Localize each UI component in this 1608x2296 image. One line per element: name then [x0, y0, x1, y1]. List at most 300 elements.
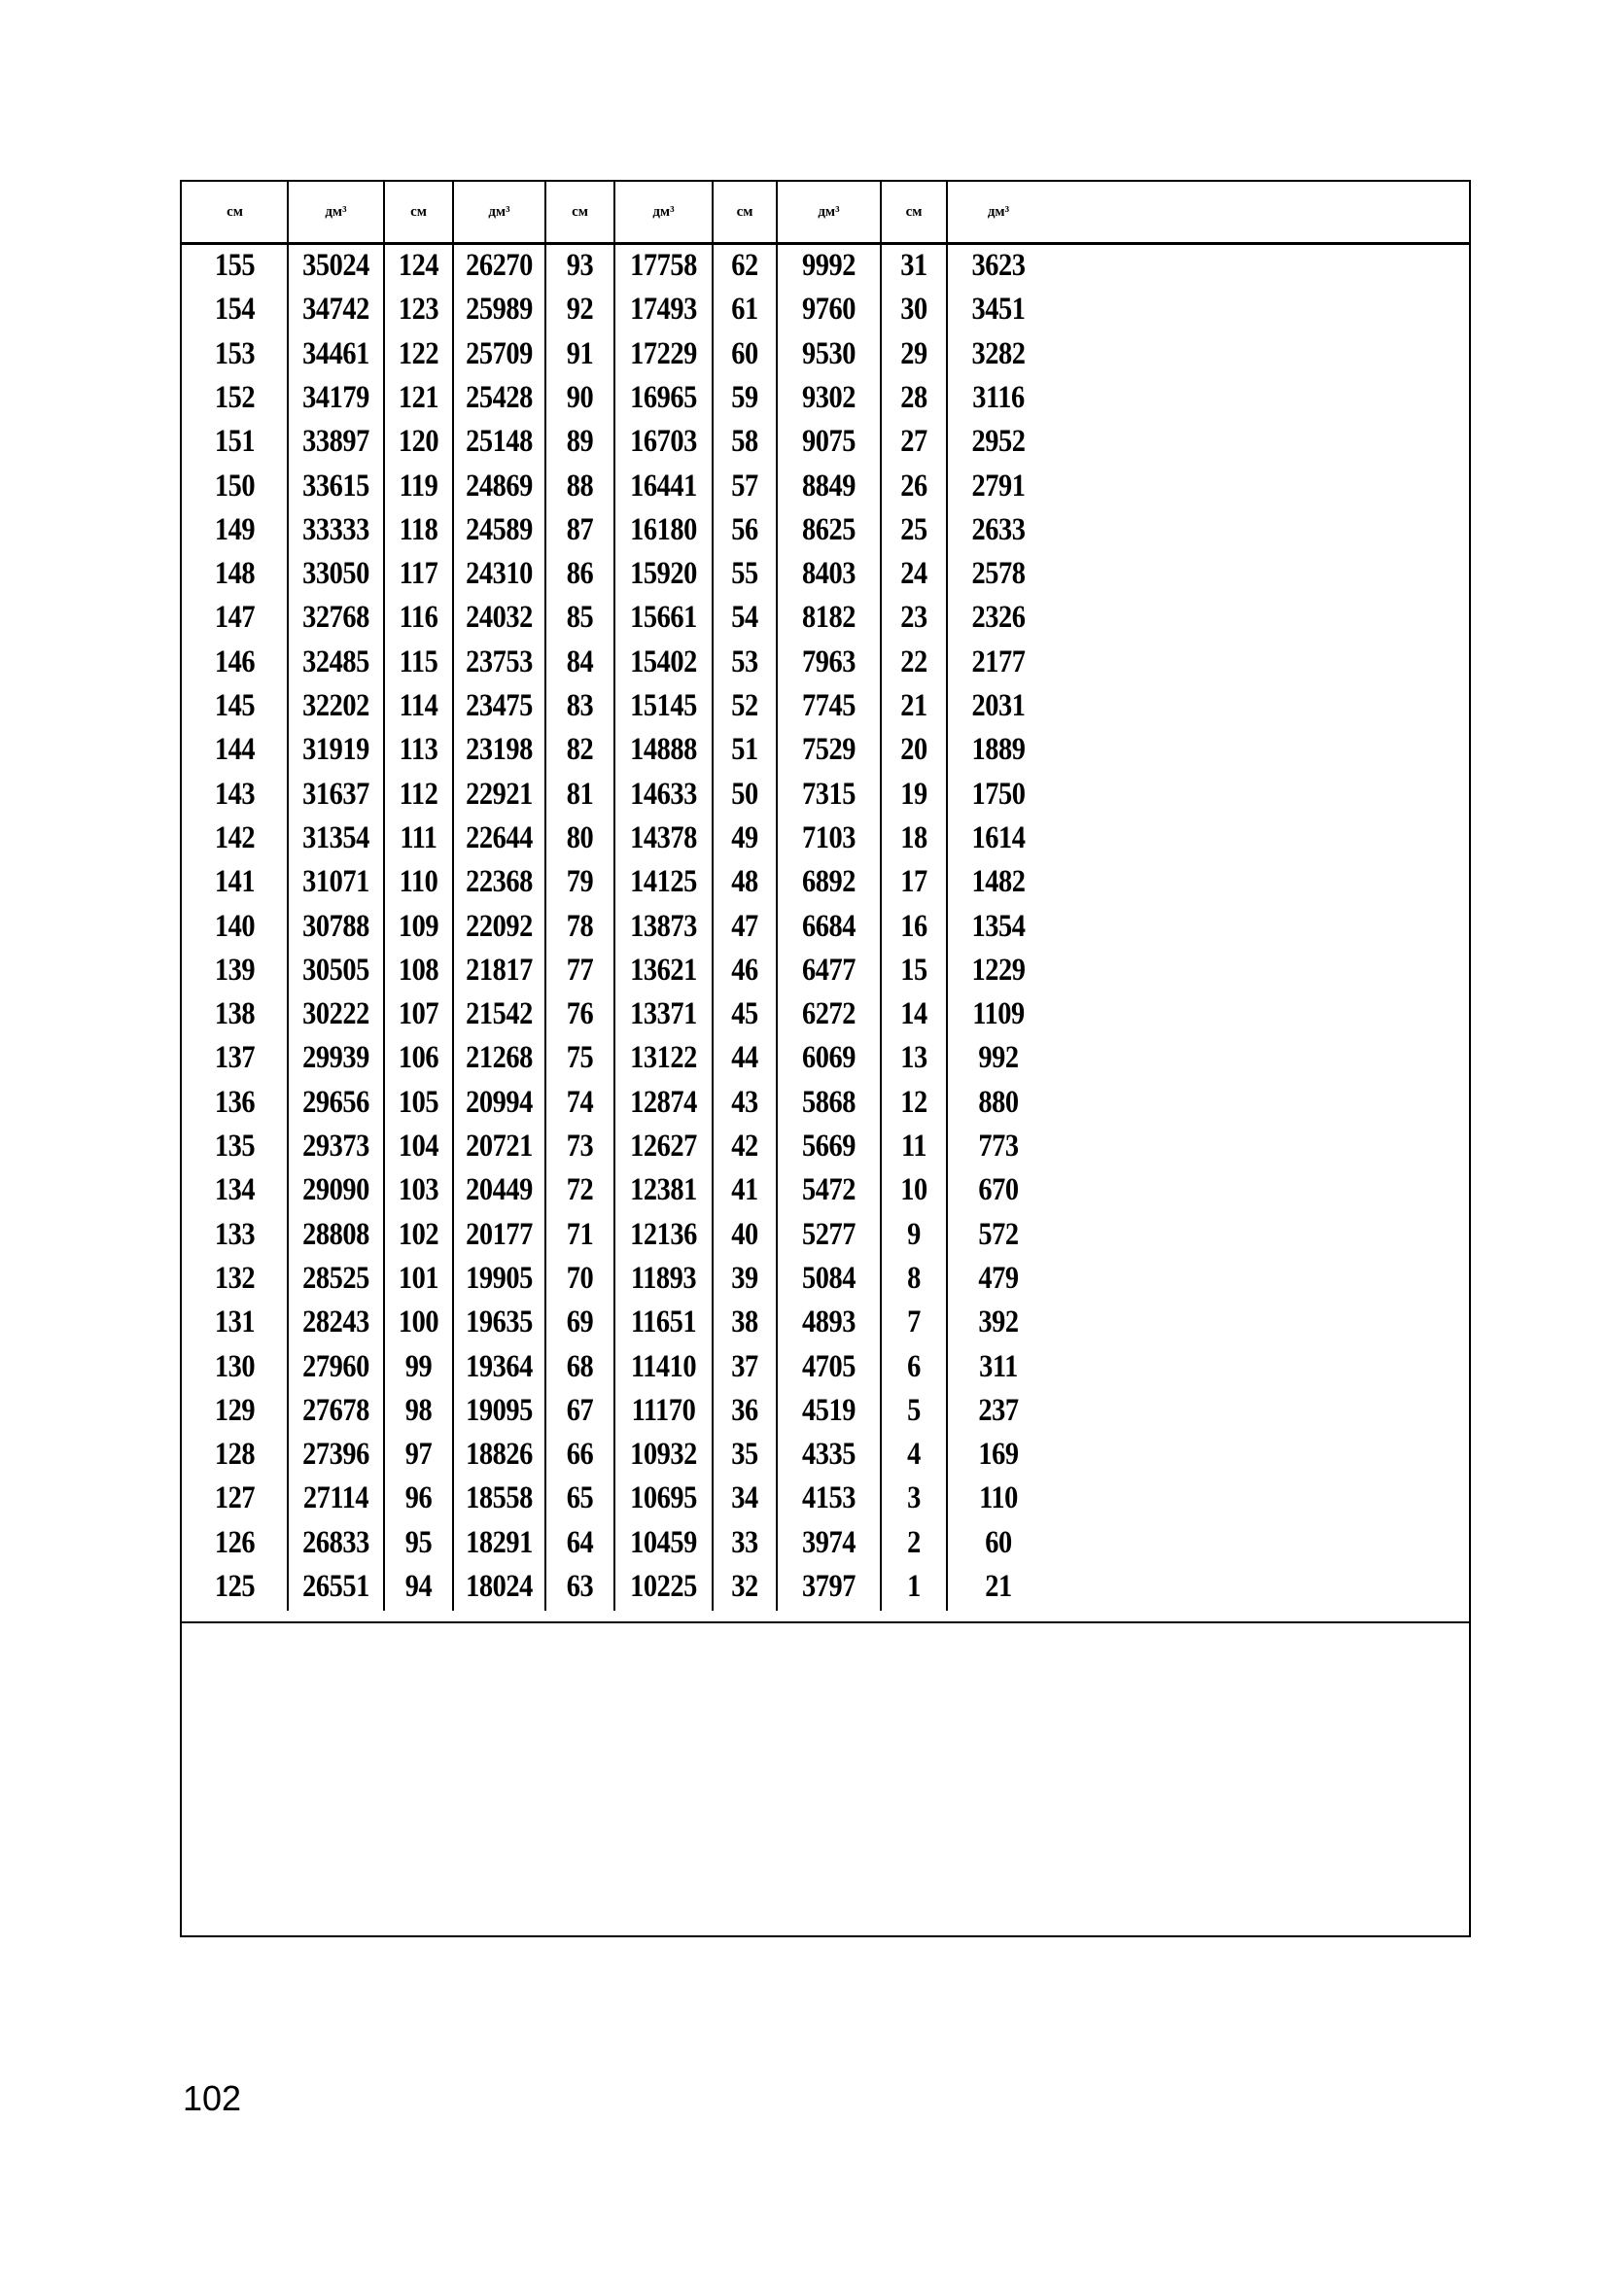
column-divider: [287, 182, 289, 1611]
table-cell-cm: 77: [566, 953, 594, 988]
table-cell-cm: 5: [907, 1393, 921, 1428]
table-cell-cm: 56: [731, 512, 758, 547]
table-cell-cm: 78: [566, 909, 594, 944]
table-cell-dm3: 11410: [630, 1349, 697, 1384]
table-cell-dm3: 6892: [801, 864, 856, 899]
table-cell-cm: 55: [731, 556, 758, 591]
column-divider: [383, 182, 385, 1611]
table-cell-dm3: 19095: [466, 1393, 533, 1428]
table-cell-dm3: 2177: [971, 644, 1026, 679]
table-cell-dm3: 17758: [630, 248, 697, 283]
table-cell-dm3: 28525: [302, 1261, 369, 1296]
table-cell-cm: 44: [731, 1040, 758, 1075]
column-header-cm: см: [572, 203, 588, 220]
table-cell-cm: 107: [398, 996, 439, 1031]
table-cell-cm: 122: [398, 336, 439, 371]
table-cell-cm: 155: [214, 248, 256, 283]
table-cell-cm: 132: [214, 1261, 256, 1296]
table-cell-dm3: 14378: [630, 820, 697, 855]
table-cell-dm3: 3974: [801, 1525, 856, 1560]
table-cell-cm: 147: [214, 600, 256, 635]
table-cell-dm3: 11651: [630, 1305, 697, 1339]
table-cell-dm3: 19635: [466, 1305, 533, 1339]
table-cell-cm: 97: [404, 1437, 433, 1472]
table-cell-dm3: 311: [979, 1349, 1018, 1384]
table-cell-cm: 37: [731, 1349, 758, 1384]
table-cell-dm3: 32202: [302, 688, 369, 723]
table-cell-cm: 113: [399, 732, 438, 767]
table-cell-cm: 19: [900, 777, 927, 812]
table-cell-dm3: 1354: [971, 909, 1026, 944]
column-divider: [776, 182, 778, 1611]
table-cell-cm: 89: [566, 424, 594, 459]
table-cell-cm: 6: [907, 1349, 921, 1384]
table-cell-dm3: 23475: [466, 688, 533, 723]
table-cell-cm: 31: [900, 248, 927, 283]
table-cell-dm3: 3797: [801, 1569, 856, 1604]
table-cell-cm: 34: [731, 1480, 758, 1515]
table-cell-cm: 15: [900, 953, 927, 988]
table-cell-cm: 2: [907, 1525, 921, 1560]
table-cell-dm3: 31071: [302, 864, 369, 899]
table-cell-dm3: 1109: [972, 996, 1025, 1031]
table-cell-dm3: 25709: [466, 336, 533, 371]
table-cell-dm3: 27678: [302, 1393, 369, 1428]
table-cell-dm3: 237: [978, 1393, 1019, 1428]
table-cell-dm3: 15145: [630, 688, 697, 723]
table-cell-cm: 80: [566, 820, 594, 855]
table-cell-dm3: 27960: [302, 1349, 369, 1384]
table-cell-dm3: 4893: [801, 1305, 856, 1339]
column-divider: [880, 182, 882, 1611]
table-cell-dm3: 60: [985, 1525, 1012, 1560]
table-cell-dm3: 34179: [302, 380, 369, 415]
table-cell-cm: 149: [214, 512, 256, 547]
column-divider: [613, 182, 615, 1611]
table-cell-cm: 71: [566, 1217, 594, 1252]
table-cell-cm: 98: [404, 1393, 433, 1428]
table-cell-dm3: 28808: [302, 1217, 369, 1252]
table-cell-dm3: 16703: [630, 424, 697, 459]
table-cell-dm3: 1482: [971, 864, 1026, 899]
table-cell-dm3: 23198: [466, 732, 533, 767]
table-cell-dm3: 15661: [630, 600, 697, 635]
table-cell-dm3: 6272: [801, 996, 856, 1031]
table-cell-dm3: 18291: [466, 1525, 533, 1560]
table-cell-dm3: 8849: [801, 469, 856, 504]
table-cell-cm: 75: [566, 1040, 594, 1075]
table-cell-dm3: 25428: [466, 380, 533, 415]
table-cell-cm: 33: [731, 1525, 758, 1560]
table-cell-dm3: 7745: [801, 688, 856, 723]
table-cell-cm: 41: [731, 1172, 758, 1207]
table-cell-dm3: 15402: [630, 644, 697, 679]
table-bottom-rule: [182, 1621, 1469, 1623]
table-cell-dm3: 24869: [466, 469, 533, 504]
table-cell-dm3: 10225: [630, 1569, 697, 1604]
table-cell-cm: 79: [566, 864, 594, 899]
table-cell-cm: 92: [566, 292, 594, 327]
table-cell-cm: 91: [566, 336, 594, 371]
table-cell-cm: 36: [731, 1393, 758, 1428]
table-cell-cm: 42: [731, 1129, 758, 1164]
table-cell-cm: 9: [907, 1217, 921, 1252]
table-cell-cm: 49: [731, 820, 758, 855]
table-cell-cm: 90: [566, 380, 594, 415]
table-cell-dm3: 16441: [630, 469, 697, 504]
table-cell-dm3: 34461: [302, 336, 369, 371]
table-cell-cm: 51: [731, 732, 758, 767]
table-cell-cm: 62: [731, 248, 758, 283]
table-cell-cm: 54: [731, 600, 758, 635]
table-cell-cm: 64: [566, 1525, 594, 1560]
table-cell-dm3: 15920: [630, 556, 697, 591]
table-cell-cm: 57: [731, 469, 758, 504]
table-cell-dm3: 14633: [630, 777, 697, 812]
table-cell-dm3: 20177: [466, 1217, 533, 1252]
table-cell-dm3: 24589: [466, 512, 533, 547]
table-cell-dm3: 7103: [801, 820, 856, 855]
table-cell-dm3: 20449: [466, 1172, 533, 1207]
table-cell-dm3: 18024: [466, 1569, 533, 1604]
table-cell-dm3: 26833: [302, 1525, 369, 1560]
column-header-dm3: дм³: [325, 203, 347, 220]
table-cell-cm: 118: [399, 512, 438, 547]
table-cell-dm3: 29939: [302, 1040, 369, 1075]
table-cell-dm3: 22921: [466, 777, 533, 812]
table-cell-dm3: 5669: [801, 1129, 856, 1164]
table-cell-cm: 39: [731, 1261, 758, 1296]
table-cell-dm3: 17493: [630, 292, 697, 327]
table-cell-cm: 94: [404, 1569, 433, 1604]
table-header: [182, 182, 1469, 245]
table-cell-dm3: 25989: [466, 292, 533, 327]
table-cell-dm3: 16965: [630, 380, 697, 415]
table-cell-dm3: 33050: [302, 556, 369, 591]
column-header-cm: см: [227, 203, 243, 220]
table-cell-cm: 146: [214, 644, 256, 679]
column-header-dm3: дм³: [818, 203, 840, 220]
table-cell-dm3: 21542: [466, 996, 533, 1031]
table-cell-cm: 50: [731, 777, 758, 812]
table-cell-cm: 95: [404, 1525, 433, 1560]
table-cell-cm: 16: [900, 909, 927, 944]
table-cell-cm: 130: [214, 1349, 256, 1384]
column-header-dm3: дм³: [488, 203, 510, 220]
table-cell-dm3: 9075: [801, 424, 856, 459]
table-cell-cm: 29: [900, 336, 927, 371]
table-cell-cm: 52: [731, 688, 758, 723]
table-cell-cm: 117: [399, 556, 438, 591]
table-cell-dm3: 29090: [302, 1172, 369, 1207]
table-cell-cm: 119: [399, 469, 438, 504]
table-cell-cm: 65: [566, 1480, 594, 1515]
table-cell-cm: 82: [566, 732, 594, 767]
table-cell-cm: 153: [214, 336, 256, 371]
table-cell-cm: 127: [214, 1480, 256, 1515]
table-cell-dm3: 30788: [302, 909, 369, 944]
table-cell-cm: 83: [566, 688, 594, 723]
table-cell-cm: 138: [214, 996, 256, 1031]
table-cell-dm3: 7315: [801, 777, 856, 812]
table-cell-cm: 3: [907, 1480, 921, 1515]
table-cell-dm3: 14888: [630, 732, 697, 767]
column-divider: [452, 182, 454, 1611]
table-cell-dm3: 1229: [971, 953, 1026, 988]
table-cell-dm3: 6069: [801, 1040, 856, 1075]
table-cell-cm: 70: [566, 1261, 594, 1296]
table-cell-dm3: 13371: [630, 996, 697, 1031]
table-cell-dm3: 3116: [972, 380, 1025, 415]
table-cell-dm3: 2031: [971, 688, 1026, 723]
table-cell-cm: 53: [731, 644, 758, 679]
table-cell-cm: 69: [566, 1305, 594, 1339]
table-cell-dm3: 3282: [971, 336, 1026, 371]
table-cell-dm3: 29656: [302, 1085, 369, 1120]
table-cell-dm3: 32485: [302, 644, 369, 679]
table-cell-dm3: 21: [985, 1569, 1012, 1604]
table-cell-dm3: 34742: [302, 292, 369, 327]
table-cell-dm3: 3451: [971, 292, 1026, 327]
table-cell-dm3: 169: [978, 1437, 1019, 1472]
table-cell-cm: 28: [900, 380, 927, 415]
table-cell-cm: 111: [400, 820, 437, 855]
table-cell-dm3: 26551: [302, 1569, 369, 1604]
column-divider: [712, 182, 714, 1611]
table-cell-dm3: 10459: [630, 1525, 697, 1560]
table-cell-dm3: 4705: [801, 1349, 856, 1384]
table-cell-dm3: 6477: [801, 953, 856, 988]
table-cell-cm: 59: [731, 380, 758, 415]
table-cell-dm3: 110: [979, 1480, 1018, 1515]
table-cell-dm3: 2791: [971, 469, 1026, 504]
table-cell-dm3: 12381: [630, 1172, 697, 1207]
table-cell-cm: 115: [399, 644, 438, 679]
table-cell-cm: 150: [214, 469, 256, 504]
table-cell-dm3: 26270: [466, 248, 533, 283]
table-cell-cm: 7: [907, 1305, 921, 1339]
table-cell-cm: 63: [566, 1569, 594, 1604]
table-cell-dm3: 479: [978, 1261, 1019, 1296]
table-cell-dm3: 13122: [630, 1040, 697, 1075]
table-cell-dm3: 32768: [302, 600, 369, 635]
table-cell-dm3: 5472: [801, 1172, 856, 1207]
table-cell-cm: 112: [399, 777, 438, 812]
table-cell-dm3: 572: [978, 1217, 1019, 1252]
table-cell-dm3: 17229: [630, 336, 697, 371]
table-cell-dm3: 4519: [801, 1393, 856, 1428]
table-cell-dm3: 10695: [630, 1480, 697, 1515]
table-cell-cm: 120: [398, 424, 439, 459]
table-cell-dm3: 12874: [630, 1085, 697, 1120]
table-cell-cm: 145: [214, 688, 256, 723]
table-cell-dm3: 9302: [801, 380, 856, 415]
table-cell-dm3: 3623: [971, 248, 1026, 283]
table-cell-dm3: 12136: [630, 1217, 697, 1252]
table-cell-cm: 32: [731, 1569, 758, 1604]
table-cell-cm: 40: [731, 1217, 758, 1252]
table-cell-dm3: 9992: [801, 248, 856, 283]
table-cell-cm: 99: [404, 1349, 433, 1384]
table-cell-cm: 21: [900, 688, 927, 723]
table-cell-cm: 76: [566, 996, 594, 1031]
table-cell-dm3: 12627: [630, 1129, 697, 1164]
table-cell-dm3: 21268: [466, 1040, 533, 1075]
table-cell-dm3: 24032: [466, 600, 533, 635]
table-cell-dm3: 4335: [801, 1437, 856, 1472]
table-cell-cm: 23: [900, 600, 927, 635]
table-cell-cm: 12: [900, 1085, 927, 1120]
table-cell-cm: 96: [404, 1480, 433, 1515]
table-cell-dm3: 1614: [971, 820, 1026, 855]
table-cell-dm3: 30505: [302, 953, 369, 988]
table-cell-cm: 131: [214, 1305, 256, 1339]
table-cell-dm3: 33897: [302, 424, 369, 459]
table-cell-cm: 123: [398, 292, 439, 327]
table-cell-cm: 143: [214, 777, 256, 812]
table-cell-cm: 93: [566, 248, 594, 283]
table-cell-cm: 26: [900, 469, 927, 504]
table-cell-cm: 8: [907, 1261, 921, 1296]
table-cell-cm: 110: [399, 864, 438, 899]
table-cell-cm: 125: [214, 1569, 256, 1604]
table-cell-cm: 126: [214, 1525, 256, 1560]
column-header-cm: см: [736, 203, 753, 220]
table-cell-cm: 24: [900, 556, 927, 591]
table-cell-dm3: 16180: [630, 512, 697, 547]
table-cell-dm3: 31919: [302, 732, 369, 767]
table-cell-dm3: 25148: [466, 424, 533, 459]
table-cell-dm3: 4153: [801, 1480, 856, 1515]
table-cell-cm: 43: [731, 1085, 758, 1120]
table-cell-dm3: 20994: [466, 1085, 533, 1120]
table-cell-dm3: 392: [978, 1305, 1019, 1339]
table-cell-cm: 47: [731, 909, 758, 944]
table-cell-cm: 30: [900, 292, 927, 327]
table-cell-cm: 134: [214, 1172, 256, 1207]
table-cell-cm: 14: [900, 996, 927, 1031]
column-divider: [946, 182, 948, 1611]
table-cell-dm3: 992: [978, 1040, 1019, 1075]
table-cell-cm: 129: [214, 1393, 256, 1428]
table-cell-cm: 85: [566, 600, 594, 635]
table-cell-cm: 133: [214, 1217, 256, 1252]
table-cell-dm3: 18558: [466, 1480, 533, 1515]
table-cell-dm3: 18826: [466, 1437, 533, 1472]
table-cell-dm3: 880: [978, 1085, 1019, 1120]
table-cell-cm: 151: [214, 424, 256, 459]
table-cell-cm: 22: [900, 644, 927, 679]
table-cell-cm: 72: [566, 1172, 594, 1207]
table-cell-dm3: 33615: [302, 469, 369, 504]
table-cell-cm: 61: [731, 292, 758, 327]
table-cell-dm3: 5084: [801, 1261, 856, 1296]
column-header-dm3: дм³: [987, 203, 1010, 220]
table-cell-cm: 154: [214, 292, 256, 327]
table-cell-dm3: 33333: [302, 512, 369, 547]
table-cell-cm: 1: [907, 1569, 921, 1604]
table-cell-dm3: 8403: [801, 556, 856, 591]
table-cell-dm3: 19364: [466, 1349, 533, 1384]
table-cell-dm3: 1750: [971, 777, 1026, 812]
table-cell-dm3: 1889: [971, 732, 1026, 767]
table-cell-cm: 81: [566, 777, 594, 812]
table-cell-dm3: 670: [978, 1172, 1019, 1207]
table-cell-dm3: 31354: [302, 820, 369, 855]
table-cell-dm3: 24310: [466, 556, 533, 591]
table-cell-dm3: 2952: [971, 424, 1026, 459]
table-cell-cm: 140: [214, 909, 256, 944]
table-cell-cm: 46: [731, 953, 758, 988]
table-cell-dm3: 19905: [466, 1261, 533, 1296]
table-cell-cm: 128: [214, 1437, 256, 1472]
table-cell-cm: 105: [398, 1085, 439, 1120]
table-cell-cm: 114: [399, 688, 438, 723]
table-cell-cm: 144: [214, 732, 256, 767]
table-cell-dm3: 8182: [801, 600, 856, 635]
table-cell-cm: 88: [566, 469, 594, 504]
table-cell-dm3: 11170: [631, 1393, 696, 1428]
table-cell-cm: 68: [566, 1349, 594, 1384]
table-cell-dm3: 6684: [801, 909, 856, 944]
table-cell-dm3: 29373: [302, 1129, 369, 1164]
table-cell-dm3: 5868: [801, 1085, 856, 1120]
table-cell-dm3: 9530: [801, 336, 856, 371]
table-cell-cm: 58: [731, 424, 758, 459]
table-cell-cm: 11: [901, 1129, 926, 1164]
table-cell-cm: 102: [398, 1217, 439, 1252]
table-cell-dm3: 22644: [466, 820, 533, 855]
table-cell-cm: 4: [907, 1437, 921, 1472]
table-cell-dm3: 5277: [801, 1217, 856, 1252]
column-header-cm: см: [410, 203, 427, 220]
table-cell-cm: 86: [566, 556, 594, 591]
table-cell-dm3: 28243: [302, 1305, 369, 1339]
table-cell-dm3: 20721: [466, 1129, 533, 1164]
table-cell-dm3: 7529: [801, 732, 856, 767]
table-cell-cm: 13: [900, 1040, 927, 1075]
table-cell-dm3: 14125: [630, 864, 697, 899]
table-cell-cm: 67: [566, 1393, 594, 1428]
table-cell-cm: 18: [900, 820, 927, 855]
table-cell-cm: 10: [900, 1172, 927, 1207]
table-cell-cm: 66: [566, 1437, 594, 1472]
table-cell-dm3: 2633: [971, 512, 1026, 547]
table-cell-cm: 35: [731, 1437, 758, 1472]
table-cell-cm: 106: [398, 1040, 439, 1075]
table-cell-dm3: 9760: [801, 292, 856, 327]
table-cell-cm: 137: [214, 1040, 256, 1075]
table-cell-cm: 124: [398, 248, 439, 283]
table-cell-dm3: 10932: [630, 1437, 697, 1472]
table-cell-dm3: 30222: [302, 996, 369, 1031]
table-cell-dm3: 13873: [630, 909, 697, 944]
table-cell-cm: 17: [900, 864, 927, 899]
table-cell-cm: 38: [731, 1305, 758, 1339]
page-number: 102: [183, 2078, 242, 2118]
table-cell-cm: 152: [214, 380, 256, 415]
table-cell-cm: 141: [214, 864, 256, 899]
table-cell-cm: 142: [214, 820, 256, 855]
table-cell-dm3: 35024: [302, 248, 369, 283]
table-cell-cm: 100: [398, 1305, 439, 1339]
table-cell-cm: 103: [398, 1172, 439, 1207]
table-cell-dm3: 31637: [302, 777, 369, 812]
table-cell-dm3: 21817: [466, 953, 533, 988]
table-cell-cm: 60: [731, 336, 758, 371]
table-cell-cm: 108: [398, 953, 439, 988]
table-cell-dm3: 13621: [630, 953, 697, 988]
